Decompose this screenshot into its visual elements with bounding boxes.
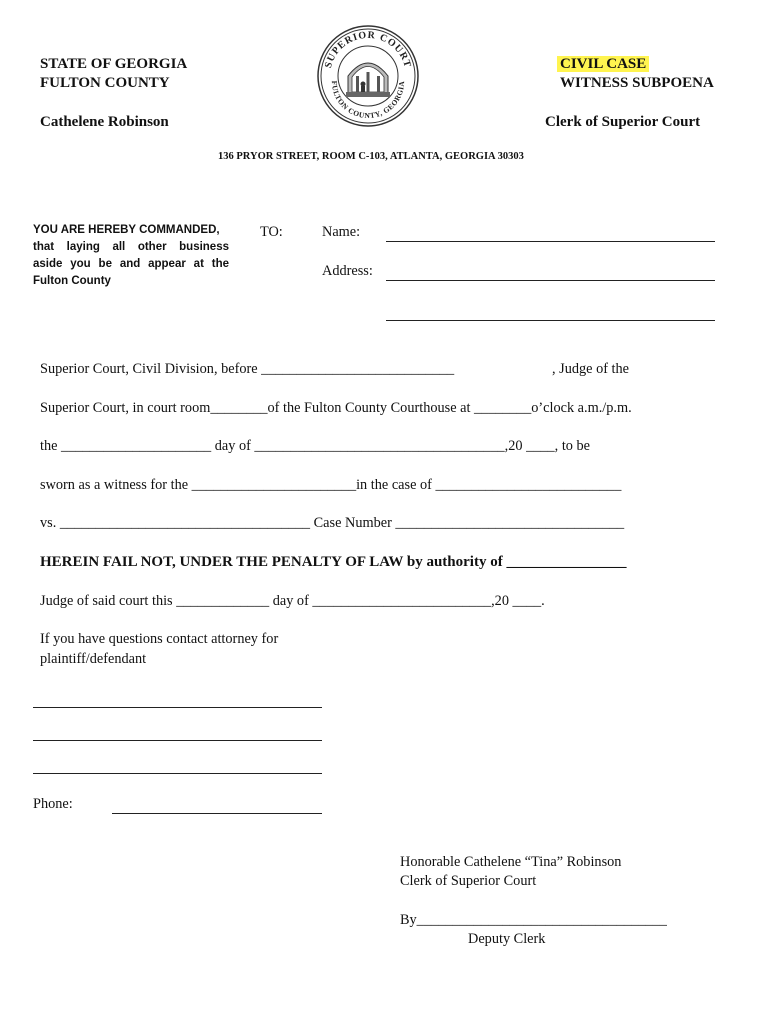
address-field-line-1[interactable] <box>386 280 715 281</box>
by-signature-line: By___________________________________ <box>400 912 667 928</box>
honorable-name: Honorable Cathelene “Tina” Robinson <box>400 854 622 870</box>
contact-line-1: If you have questions contact attorney for <box>40 631 279 647</box>
name-label: Name: <box>322 224 361 240</box>
case-type-highlight: CIVIL CASE <box>557 56 649 72</box>
body-line-1: Superior Court, Civil Division, before ___________________________ <box>40 361 455 377</box>
court-address: 136 PRYOR STREET, ROOM C-103, ATLANTA, GEORGIA 30303 <box>218 151 524 162</box>
form-title: WITNESS SUBPOENA <box>560 75 714 91</box>
body-line-3: the _____________________ day of ___________________________________,20 ____, to be <box>40 438 591 454</box>
to-label: TO: <box>260 224 283 240</box>
case-type-label <box>557 55 649 74</box>
state-heading: STATE OF GEORGIA <box>40 56 188 72</box>
command-line-3: aside you be and appear at the <box>33 258 229 270</box>
command-line-4: Fulton County <box>33 275 111 287</box>
attorney-line-1[interactable] <box>33 707 322 708</box>
attorney-line-2[interactable] <box>33 740 322 741</box>
body-line-1-end: , Judge of the <box>552 361 630 377</box>
body-line-2: Superior Court, in court room________of the Fulton County Courthouse at ________o’clock a.m./p.m. <box>40 400 632 416</box>
clerk-title: Clerk of Superior Court <box>545 114 701 130</box>
clerk-name: Cathelene Robinson <box>40 114 169 130</box>
seal-bottom-text: FULTON COUNTY, GEORGIA <box>329 80 407 121</box>
county-heading: FULTON COUNTY <box>40 75 170 91</box>
phone-label: Phone: <box>33 796 73 812</box>
contact-line-2: plaintiff/defendant <box>40 651 147 667</box>
command-line-2: that laying all other business <box>33 241 229 253</box>
body-line-7: Judge of said court this _____________ day of _________________________,20 ____. <box>40 593 545 609</box>
court-seal-icon <box>316 24 420 128</box>
body-line-4: sworn as a witness for the _______________________in the case of __________________________ <box>40 477 622 493</box>
body-line-5: vs. ___________________________________ Case Number ________________________________ <box>40 515 625 531</box>
address-label: Address: <box>322 263 373 279</box>
penalty-line: HEREIN FAIL NOT, UNDER THE PENALTY OF LAW by authority of ________________ <box>40 554 627 570</box>
address-field-line-2[interactable] <box>386 320 715 321</box>
deputy-clerk-label: Deputy Clerk <box>468 931 546 947</box>
name-field-line[interactable] <box>386 241 715 242</box>
phone-field-line[interactable] <box>112 813 322 814</box>
command-line-1: YOU ARE HEREBY COMMANDED, <box>33 224 220 236</box>
attorney-line-3[interactable] <box>33 773 322 774</box>
seal-top-text: SUPERIOR COURT <box>322 29 414 70</box>
signature-clerk-title: Clerk of Superior Court <box>400 873 537 889</box>
